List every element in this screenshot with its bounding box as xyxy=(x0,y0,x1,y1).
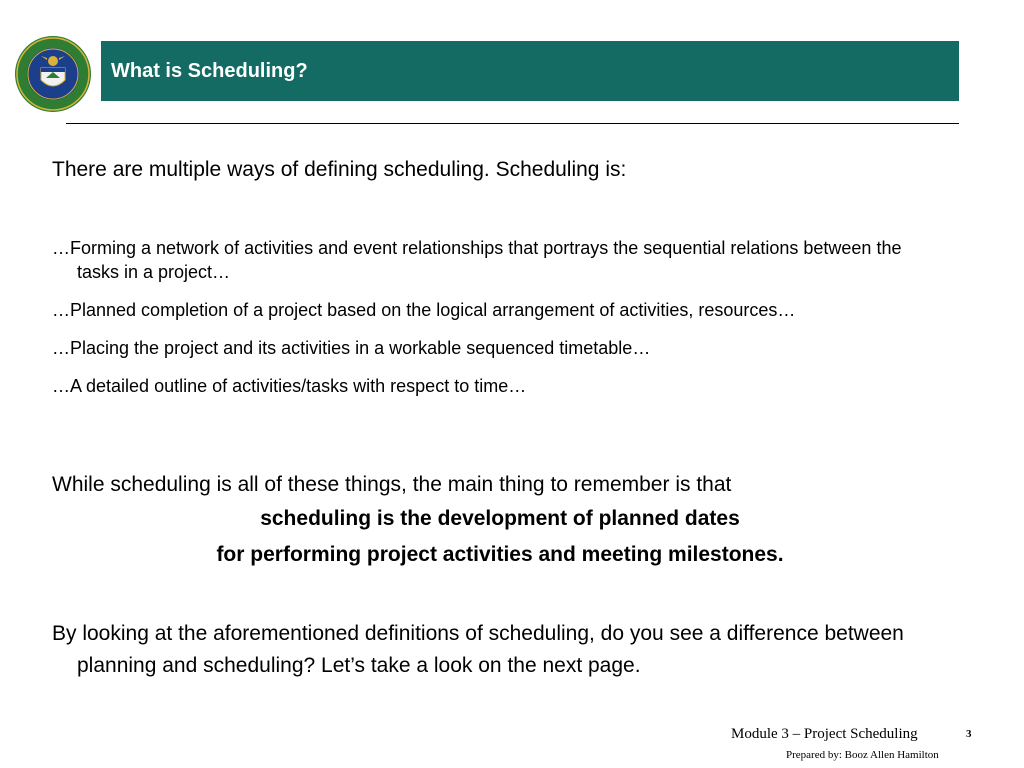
definitions-list xyxy=(52,236,932,412)
definition-item: …Forming a network of activities and event relationships that portrays the sequential relations between the tasks in a project… xyxy=(52,238,902,282)
header-divider xyxy=(66,123,959,124)
summary-bold-line-1: scheduling is the development of planned dates xyxy=(260,507,740,530)
footer-module: Module 3 – Project Scheduling xyxy=(731,726,918,742)
seal-icon xyxy=(8,34,98,114)
title-bar xyxy=(101,41,959,101)
intro-text: There are multiple ways of defining scheduling. Scheduling is: xyxy=(52,158,627,181)
summary-lead: While scheduling is all of these things, the main thing to remember is that xyxy=(52,473,732,496)
footer-prepared-by: Prepared by: Booz Allen Hamilton xyxy=(786,749,939,761)
definition-item: …Planned completion of a project based on the logical arrangement of activities, resources… xyxy=(52,300,796,320)
page-number: 3 xyxy=(966,728,972,740)
definition-item: …A detailed outline of activities/tasks with respect to time… xyxy=(52,376,527,396)
definition-item: …Placing the project and its activities in a workable sequenced timetable… xyxy=(52,338,651,358)
question-text: By looking at the aforementioned definitions of scheduling, do you see a difference between planning and scheduling? Let’s take a look on the next page. xyxy=(52,622,904,677)
summary-bold-line-2: for performing project activities and meeting milestones. xyxy=(216,543,784,566)
page-title: What is Scheduling? xyxy=(111,59,308,82)
